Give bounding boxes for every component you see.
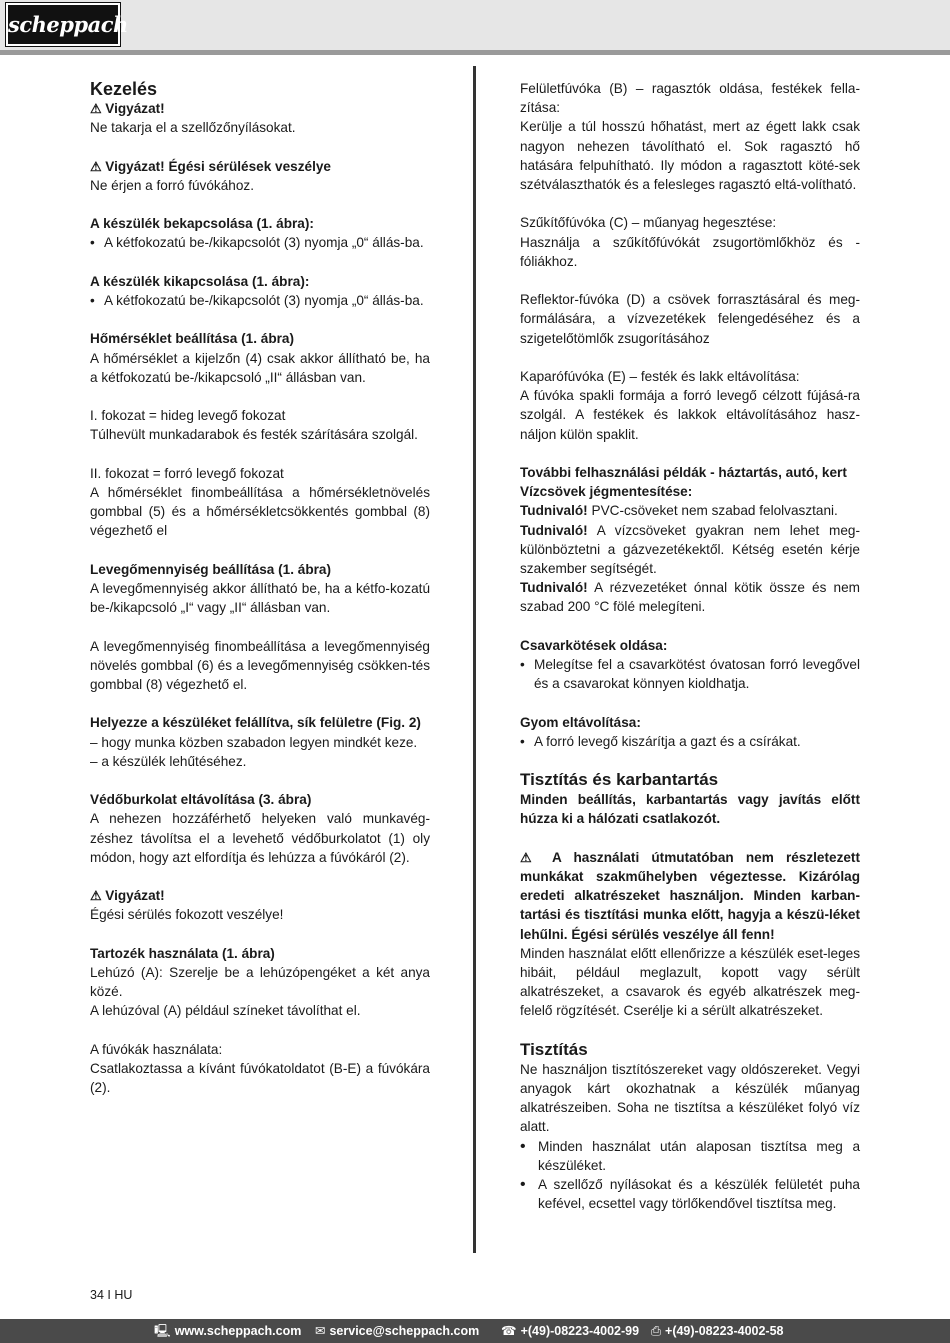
bullet-list [90,233,430,252]
subsection-title: Csavarkötések oldása: [520,637,668,653]
list-item: – a készülék lehűtéséhez. [90,753,247,769]
subsection-title: Helyezze a készüléket felállítva, sík felületre (Fig. 2) [90,715,421,731]
subsection-title: Gyom eltávolítása: [520,714,641,730]
warning-icon: ⚠ [520,849,553,865]
list-item: • Minden használat után alaposan tisztítsa meg a készüléket. [520,1137,860,1175]
list-item: • A kétfokozatú be-/kikapcsolót (3) nyomja „0“ állás-ba. [90,233,430,252]
warning-heading: ⚠ Vigyázat! [90,101,165,116]
warning-text: Ne takarja el a szellőzőnyílásokat. [90,120,296,136]
paragraph-heading: I. fokozat = hideg levegő fokozat [90,408,286,424]
list-item: • A kétfokozatú be-/kikapcsolót (3) nyomja „0“ állás-ba. [90,291,430,310]
paragraph: A hőmérséklet a kijelzőn (4) csak akkor állítható be, ha a kétfokozatú be-/kikapcsoló „II“ állásban van. [90,350,430,385]
paragraph-heading: A fúvókák használata: [90,1041,223,1057]
paragraph: Használja a szűkítőfúvókát zsugortömlőkhöz és -fóliákhoz. [520,234,860,269]
paragraph: A levegőmennyiség finombeállítása a levegőmennyiség növelés gombbal (6) és a levegőmennyiség csökken-tés gombbal (8) végezhető el. [90,638,430,692]
subsection-title: Védőburkolat eltávolítása (3. ábra) [90,792,312,808]
note: Tudnivaló! PVC-csöveket nem szabad felolvasztani. [520,503,838,519]
warning-heading: ⚠ Vigyázat! [90,888,165,904]
bullet-list [520,655,860,693]
paragraph: A nehezen hozzáférhető helyeken való munkavég-zéshez távolítsa el a levehető védőburkolatot (1) oly módon, hogy azt elfordítja és lehúzza a fúvókáról (2). [90,811,430,865]
page-footer [0,1319,950,1343]
list-item: • A szellőző nyílásokat és a készülék felületét puha kefével, ecsettel vagy törlőkendővel tisztítsa meg. [520,1175,860,1213]
section-title-maintenance: Tisztítás és karbantartás [520,770,719,790]
footer-phone: ☎ +(49)-08223-4002-99 [501,1324,640,1338]
footer-web: 🖳 www.scheppach.com [154,1324,302,1338]
phone-icon: ☎ [501,1324,517,1338]
list-item: • Melegítse fel a csavarkötést óvatosan forró levegővel és a csavarokat könnyen kioldhatja. [520,655,860,693]
right-column [520,79,860,1213]
footer-email: ✉ service@scheppach.com [315,1324,480,1338]
warning-text: Égési sérülés fokozott veszélye! [90,907,284,923]
subsection-title: A készülék bekapcsolása (1. ábra): [90,216,314,232]
paragraph: A lehúzóval (A) például színeket távolíthat el. [90,1003,361,1019]
bold-paragraph: Minden beállítás, karbantartás vagy javítás előtt húzza ki a hálózati csatlakozót. [520,792,860,827]
mail-icon: ✉ [315,1324,326,1338]
list-item: – hogy munka közben szabadon legyen mindkét keze. [90,734,418,750]
subsection-title: A készülék kikapcsolása (1. ábra): [90,273,310,289]
paragraph: Csatlakoztassa a kívánt fúvókatoldatot (B-E) a fúvókára (2). [90,1060,430,1096]
paragraph: Reflektor-fúvóka (D) a csövek forrasztásáral és meg-formálására, a vízvezetékek felengedéséhez és a szigetelőtömlők zsugorításához [520,292,860,346]
section-title-cleaning: Tisztítás [520,1039,588,1059]
paragraph: Ne használjon tisztítószereket vagy oldószereket. Vegyi anyagok kárt okozhatnak a készülék műanyag alkatrészeiben. Soha ne tisztítsa a készüléket folyó víz alatt. [520,1061,860,1135]
paragraph: Lehúzó (A): Szerelje be a lehúzópengéket a két anya közé. [90,964,430,1000]
computer-icon: 🖳 [154,1324,171,1338]
bullet-list [520,1137,860,1214]
paragraph: A hőmérséklet finombeállítása a hőmérsékletnövelés gombbal (5) és a hőmérsékletcsökkentés gombbal (8) végezhető el [90,484,430,539]
subsection-title: Hőmérséklet beállítása (1. ábra) [90,331,294,347]
page-header [0,0,950,50]
paragraph: Kerülje a túl hosszú hőhatást, mert az égett lakk csak nagyon nehezen távolítható el. Sok ragasztó hő hatására felpuhítható. Ily módon a ragasztott köté-sek szétválaszthatók és a felesleges ragasztó eltá-volítható. [520,119,860,193]
fax-icon: ⎙ [651,1324,662,1338]
paragraph-heading: Kaparófúvóka (E) – festék és lakk eltávolítása: [520,369,800,384]
subsection-title: Levegőmennyiség beállítása (1. ábra) [90,561,332,577]
list-item: • A forró levegő kiszárítja a gazt és a csírákat. [520,732,860,751]
warning-icon: ⚠ [90,158,106,174]
warning-heading: ⚠ Vigyázat! Égési sérülések veszélye [90,158,331,174]
subsection-title: Vízcsövek jégmentesítése: [520,484,693,500]
page-number: 34 I HU [90,1288,133,1302]
subsection-title: További felhasználási példák - háztartás, autó, kert [520,465,847,480]
header-rule [0,50,950,55]
paragraph: Túlhevült munkadarabok és festék szárítására szolgál. [90,427,418,443]
paragraph: A levegőmennyiség akkor állítható be, ha a kétfo-kozatú be-/kikapcsoló „I“ vagy „II“ állásban van. [90,580,430,616]
paragraph: A fúvóka spakli formája a forró levegő célzott fújásá-ra szolgál. A festékek és lakkok eltávolításához hasz-náljon külön spaklit. [520,388,860,442]
warning-icon: ⚠ [90,101,106,116]
column-divider [473,66,476,1253]
paragraph-heading: Felületfúvóka (B) – ragasztók oldása, festékek fella-zítása: [520,81,860,116]
bullet-list [520,732,860,751]
section-title-kezeles: Kezelés [90,79,158,99]
brand-logo: scheppach [6,3,120,46]
left-column [90,79,430,1117]
footer-fax: ⎙ +(49)-08223-4002-58 [651,1324,784,1338]
note: Tudnivaló! A vízcsöveket gyakran nem lehet meg-különböztetni a gázvezetékektől. Kétség esetén kérje szakember segítségét. [520,522,860,577]
paragraph: Minden használat előtt ellenőrizze a készülék eset-leges hibáit, például meglazult, kopott vagy sérült alkatrészeket, a csavarok és egyéb alkatrészek meg-felelő rögzítését. Cserélje ki a sérült alkatrészeket. [520,945,860,1019]
bullet-list [90,291,430,310]
warning-text: Ne érjen a forró fúvókához. [90,177,254,193]
warning-icon: ⚠ [90,888,106,904]
paragraph-heading: Szűkítőfúvóka (C) – műanyag hegesztése: [520,215,777,231]
warning-paragraph: ⚠ A használati útmutatóban nem részletezett munkákat szakműhelyben végeztesse. Kizárólag eredeti alkatrészeket használjon. Minden karban-tartási és tisztítási munka előtt, hagyja a készü-léket lehűlni. Égési sérülés veszélye áll fenn! [520,849,860,942]
note: Tudnivaló! A rézvezetéket ónnal kötik össze és nem szabad 200 °C fölé melegíteni. [520,580,861,615]
subsection-title: Tartozék használata (1. ábra) [90,945,275,961]
paragraph-heading: II. fokozat = forró levegő fokozat [90,465,284,481]
